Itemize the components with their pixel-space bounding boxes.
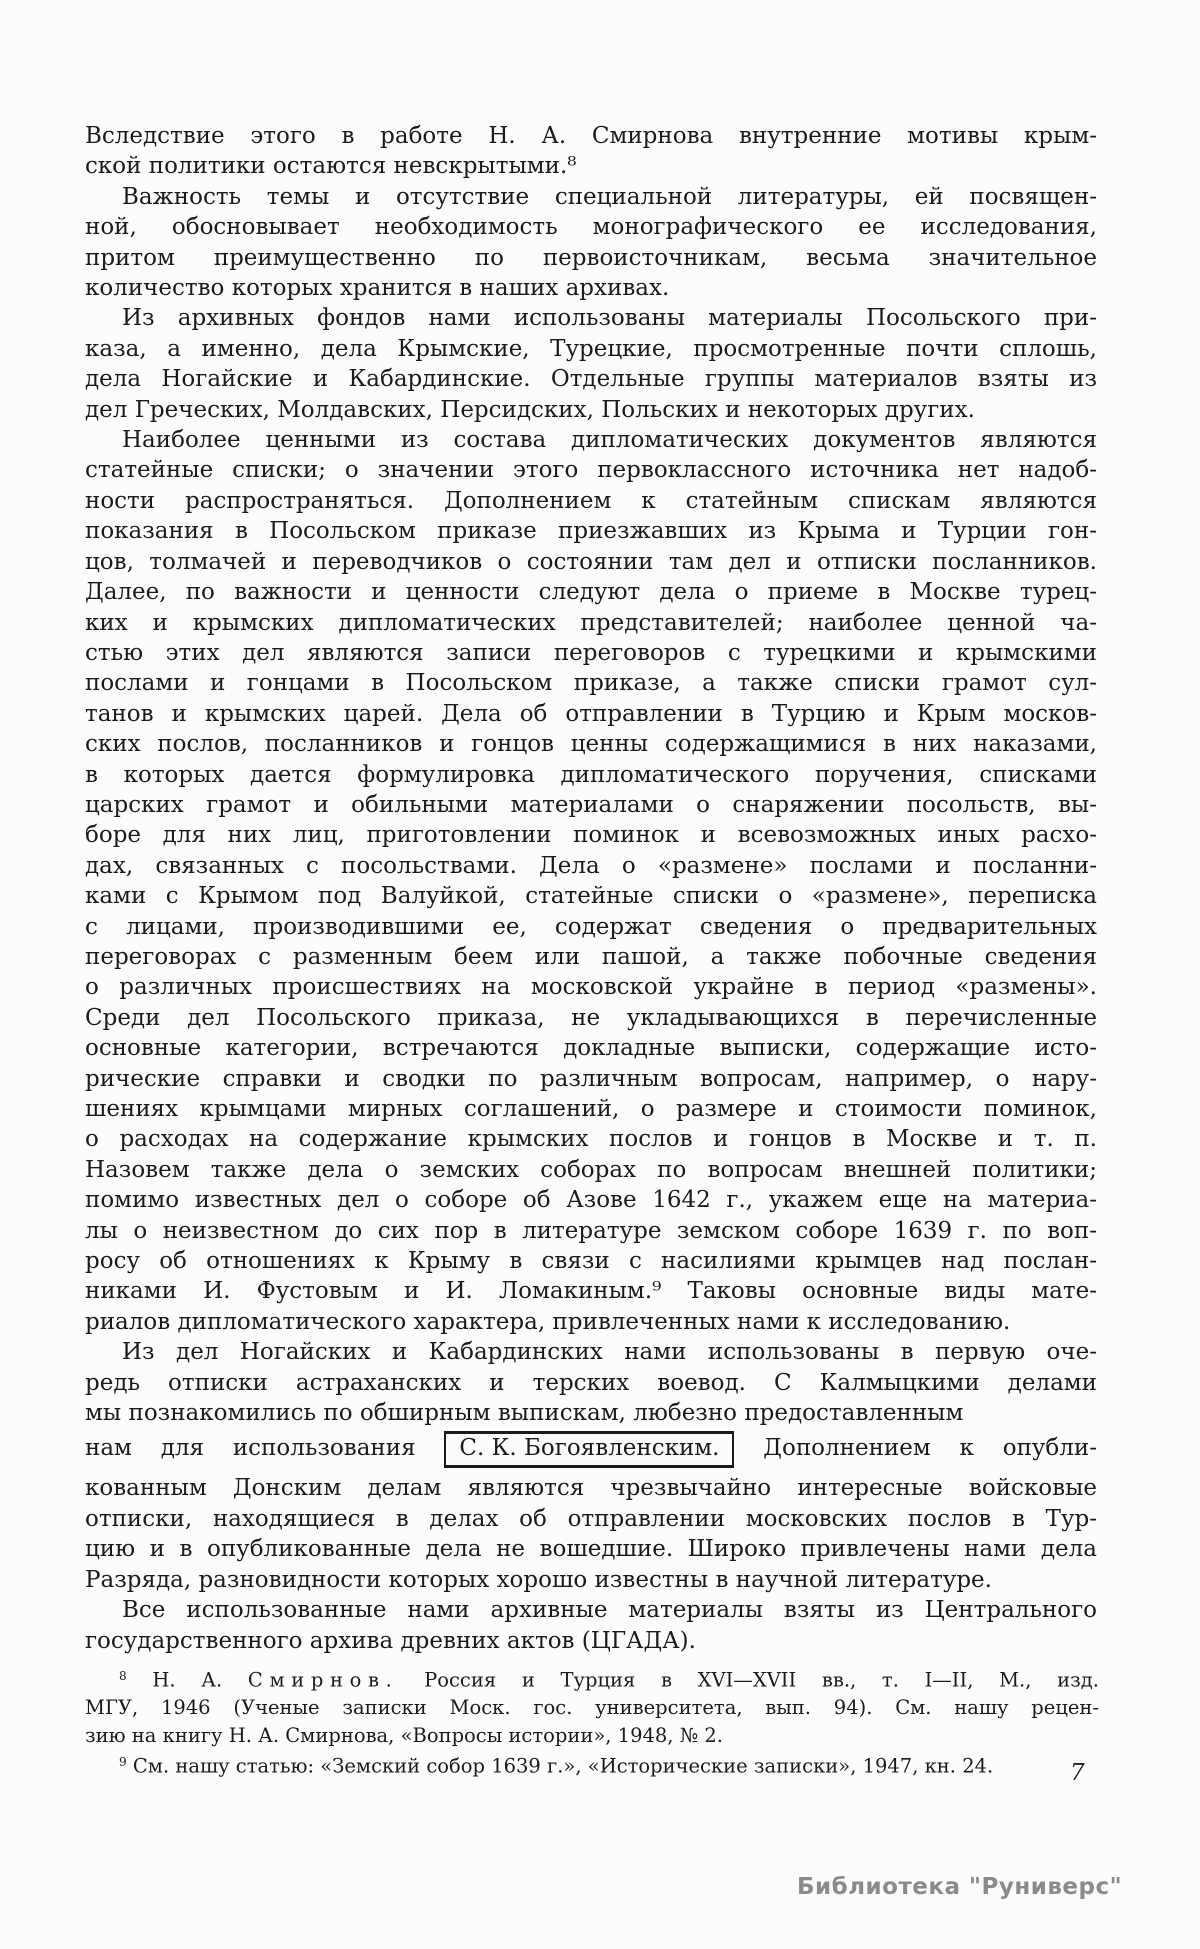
text-line: о различных происшествиях на московской украйне в период «размены». <box>85 974 1097 1001</box>
footnote-8-line-1 <box>85 1663 1099 1694</box>
text-line: цию и в опубликованные дела не вошедшие. Широко привлечены нами дела <box>85 1536 1097 1563</box>
paragraph-importance <box>85 182 1097 304</box>
text-line: ких и крымских дипломатических представителей; наиболее ценной ча- <box>85 609 1097 636</box>
text-line: ских послов, посланников и гонцов ценны содержащимися в них наказами, <box>85 731 1097 758</box>
text-line: росу об отношениях к Крыму в связи с насилиями крымцев над послан- <box>85 1248 1097 1275</box>
text-line: Наиболее ценными из состава дипломатических документов являются <box>122 427 1097 454</box>
text-line: статейные списки; о значении этого первоклассного источника нет надоб- <box>85 457 1097 484</box>
text-line: отписки, находящиеся в делах об отправлении московских послов в Тур- <box>85 1505 1097 1532</box>
text-line: рические справки и сводки по различным вопросам, например, о нару- <box>85 1065 1097 1092</box>
text-line-with-boxed-name <box>85 1431 1097 1468</box>
text-line: Важность темы и отсутствие специальной литературы, ей посвящен- <box>122 183 1097 210</box>
footnote-8-continuation <box>85 1694 1099 1749</box>
footnote-8-initials: Н. А. <box>152 1668 223 1692</box>
text-line: каза, а именно, дела Крымские, Турецкие, просмотренные почти сплошь, <box>85 335 1097 362</box>
paragraph-archive-fonds <box>85 303 1097 425</box>
text-line: дах, связанных с посольствами. Дела о «размене» послами и посланни- <box>85 852 1097 879</box>
page-number: 7 <box>1070 1760 1085 1786</box>
text-line: царских грамот и обильными материалами о снаряжении посольств, вы- <box>85 791 1097 818</box>
paragraph-tsgada <box>85 1595 1097 1656</box>
text-line: ками с Крымом под Валуйкой, статейные списки о «размене», переписка <box>85 883 1097 910</box>
paragraph-nogai-kabardian <box>85 1337 1097 1428</box>
text-line: Среди дел Посольского приказа, не укладывающихся в перечисленные <box>85 1004 1097 1031</box>
text-line: кованным Донским делам являются чрезвычайно интересные войсковые <box>85 1475 1097 1502</box>
footnote-9-text: См. нашу статью: «Земский собор 1639 г.», «Исторические записки», 1947, кн. 24. <box>132 1754 994 1778</box>
text-line: Из архивных фондов нами использованы материалы Посольского при- <box>122 305 1097 332</box>
text-line: послами и гонцами в Посольском приказе, а также списки грамот сул- <box>85 670 1097 697</box>
text-line: о расходах на содержание крымских послов и гонцов в Москве и т. п. <box>85 1126 1097 1153</box>
text-line: государственного архива древних актов (ЦГАДА). <box>85 1627 696 1654</box>
boxed-name-bogoyavlensky: С. К. Богоявленским. <box>444 1431 734 1468</box>
text-line: риалов дипломатического характера, привлеченных нами к исследованию. <box>85 1308 1011 1335</box>
text-line: МГУ, 1946 (Ученые записки Моск. гос. университета, вып. 94). См. нашу рецен- <box>85 1696 1099 1720</box>
paragraph-diplomatic-documents <box>85 425 1097 1337</box>
text-line: дел Греческих, Молдавских, Персидских, Польских и некоторых других. <box>85 396 975 423</box>
text-line: основные категории, встречаются докладные выписки, содержащие исто- <box>85 1035 1097 1062</box>
text-line: показания в Посольском приказе приезжавших из Крыма и Турции гон- <box>85 518 1097 545</box>
boxed-line-after: Дополнением к опубли- <box>763 1435 1097 1462</box>
text-line: мы познакомились по обширным выпискам, любезно предоставленным <box>85 1400 964 1427</box>
text-line: в которых дается формулировка дипломатического поручения, списками <box>85 761 1097 788</box>
main-text-block <box>85 121 1097 1656</box>
text-line: Вследствие этого в работе Н. А. Смирнова внутренние мотивы крым- <box>85 123 1097 149</box>
text-line: с лицами, производившими ее, содержат сведения о предварительных <box>85 913 1097 940</box>
text-line: ной, обосновывает необходимость монографического ее исследования, <box>85 214 1097 241</box>
text-line: притом преимущественно по первоисточникам, весьма значительное <box>85 244 1097 271</box>
text-line: стью этих дел являются записи переговоров с турецкими и крымскими <box>85 639 1097 666</box>
text-line: количество которых хранится в наших архивах. <box>85 275 670 302</box>
text-line: переговорах с разменным беем или пашой, а также побочные сведения <box>85 943 1097 970</box>
paragraph-continuation <box>85 121 1097 182</box>
text-line: Далее, по важности и ценности следуют дела о приеме в Москве турец- <box>85 579 1097 606</box>
footnotes-block <box>85 1663 1099 1780</box>
text-line: танов и крымских царей. Дела об отправлении в Турцию и Крым москов- <box>85 700 1097 727</box>
text-line: Из дел Ногайских и Кабардинских нами использованы в первую оче- <box>122 1339 1097 1366</box>
text-line: зию на книгу Н. А. Смирнова, «Вопросы истории», 1948, № 2. <box>85 1723 723 1747</box>
text-line: Назовем также дела о земских соборах по вопросам внешней политики; <box>85 1156 1097 1183</box>
text-line: шениях крымцами мирных соглашений, о размере и стоимости поминок, <box>85 1096 1097 1122</box>
boxed-line-before: нам для использования <box>85 1435 416 1462</box>
text-line: Все использованные нами архивные материалы взяты из Центрального <box>122 1597 1097 1624</box>
text-line: лы о неизвестном до сих пор в литературе земском соборе 1639 г. по воп- <box>85 1217 1097 1244</box>
text-line: редь отписки астраханских и терских воевод. С Калмыцкими делами <box>85 1369 1097 1396</box>
text-line: никами И. Фустовым и И. Ломакиным.⁹ Таковы основные виды мате- <box>85 1278 1097 1305</box>
footnote-8-author-name: Смирнов. <box>247 1668 399 1692</box>
runivers-watermark: Библиотека "Руниверс" <box>797 1874 1123 1900</box>
text-line: помимо известных дел о соборе об Азове 1642 г., укажем еще на материа- <box>85 1187 1097 1214</box>
text-line: ской политики остаются невскрытыми.⁸ <box>85 153 577 180</box>
text-line: боре для них лиц, приготовлении поминок и всевозможных иных расхо- <box>85 822 1097 849</box>
text-line: ности распространяться. Дополнением к статейным спискам являются <box>85 487 1097 514</box>
paragraph-nogai-kabardian-cont <box>85 1473 1097 1595</box>
footnote-8-marker: 8 <box>119 1669 127 1683</box>
footnote-8-rest: Россия и Турция в XVI—XVII вв., т. I—II, М., изд. <box>424 1668 1099 1692</box>
footnote-9 <box>85 1749 1099 1780</box>
text-line: дела Ногайские и Кабардинские. Отдельные группы материалов взяты из <box>85 366 1097 393</box>
text-line: цов, толмачей и переводчиков о состоянии там дел и отписки посланников. <box>85 548 1097 575</box>
footnote-9-marker: 9 <box>119 1755 127 1770</box>
text-line: Разряда, разновидности которых хорошо известны в научной литературе. <box>85 1566 992 1593</box>
